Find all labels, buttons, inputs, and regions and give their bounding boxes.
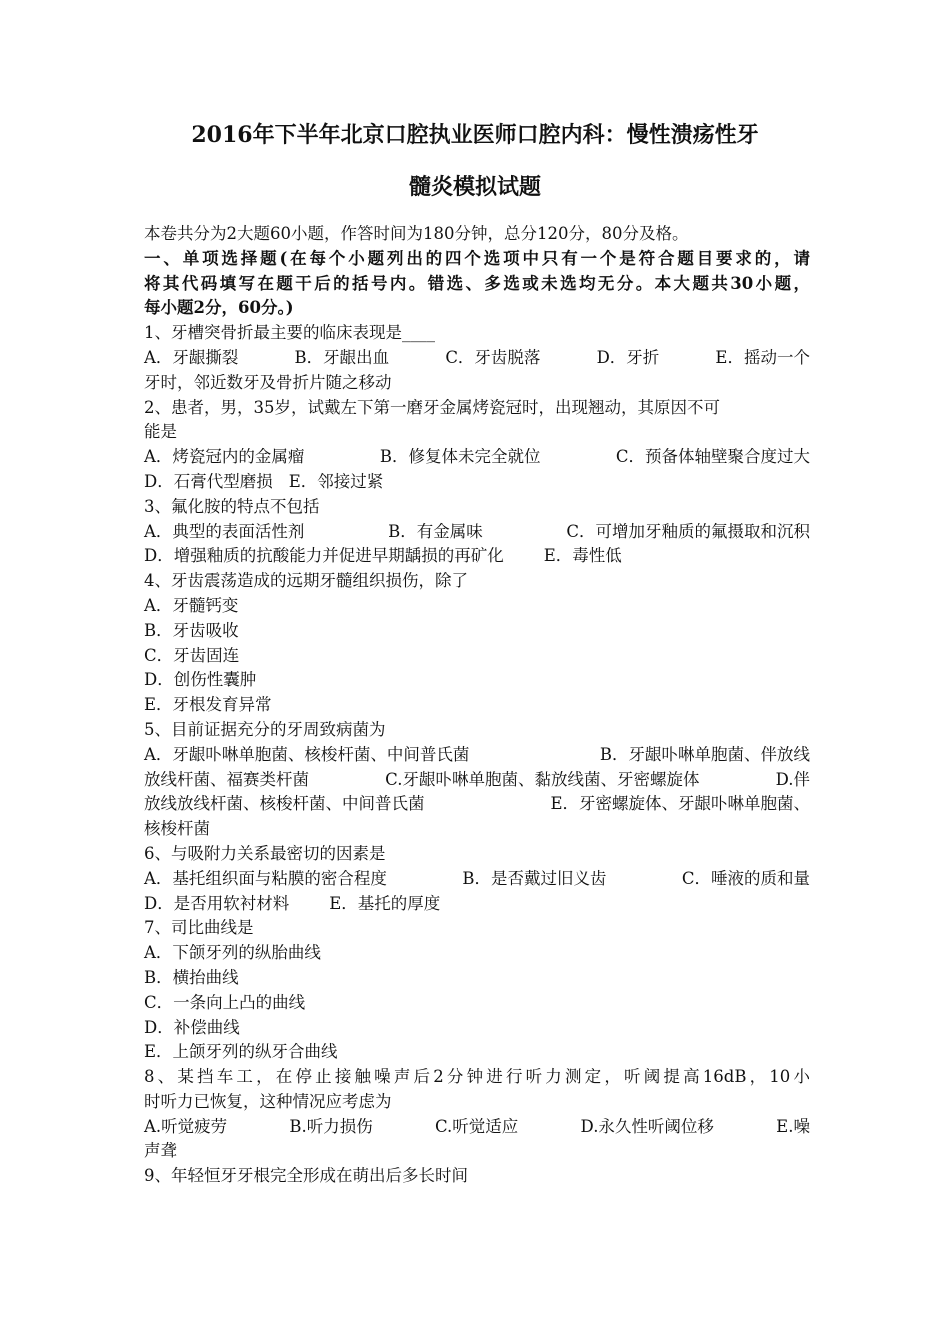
question-stem: 3、氟化胺的特点不包括 xyxy=(144,496,320,516)
option: D.永久性听阈位移 xyxy=(580,1116,714,1136)
option: A．下颌牙列的纵胎曲线 xyxy=(144,943,321,963)
option: B.听力损伤 xyxy=(289,1116,373,1136)
option: 放线放线杆菌、核梭杆菌、中间普氏菌 xyxy=(144,794,425,814)
option: C．牙齿脱落 xyxy=(445,347,541,367)
option: A．基托组织面与粘膜的密合程度 xyxy=(144,868,387,888)
option-row xyxy=(144,892,810,917)
option: D．牙折 xyxy=(596,347,660,367)
option: E．摇动一个 xyxy=(715,347,810,367)
option: B．横抬曲线 xyxy=(144,967,239,987)
question-stem-continuation: 能是 xyxy=(144,422,177,442)
question-stem: 6、与吸附力关系最密切的因素是 xyxy=(144,843,386,863)
option-row xyxy=(144,544,810,569)
option-continuation: 核梭杆菌 xyxy=(144,819,210,839)
option: D．是否用软衬材料 xyxy=(144,893,290,913)
option: E．牙密螺旋体、牙龈卟啉单胞菌、 xyxy=(550,794,810,814)
question-stem: 1、牙槽突骨折最主要的临床表现是____ xyxy=(144,323,435,343)
question-stem: 4、牙齿震荡造成的远期牙髓组织损伤，除了 xyxy=(144,571,468,591)
option-row xyxy=(144,445,810,470)
option: C．一条向上凸的曲线 xyxy=(144,992,306,1012)
option: E．基托的厚度 xyxy=(329,893,441,913)
option: C．可增加牙釉质的氟摄取和沉积 xyxy=(566,521,810,541)
section-heading-line: 一、单项选择题(在每个小题列出的四个选项中只有一个是符合题目要求的，请 xyxy=(144,248,810,268)
option-row xyxy=(144,768,810,793)
option: E．邻接过紧 xyxy=(288,471,384,491)
option-continuation: 牙时，邻近数牙及骨折片随之移动 xyxy=(144,372,392,392)
option: D．增强釉质的抗酸能力并促进早期龋损的再矿化 xyxy=(144,546,504,566)
option: C．预备体轴壁聚合度过大 xyxy=(615,447,810,467)
option: E．牙根发育异常 xyxy=(144,695,272,715)
question-stem: 9、年轻恒牙牙根完全形成在萌出后多长时间 xyxy=(144,1166,468,1186)
option: A．典型的表面活性剂 xyxy=(144,521,305,541)
section-heading-line: 每小题2分，60分。) xyxy=(144,298,294,318)
option: A．牙髓钙变 xyxy=(144,595,239,615)
option: A．牙龈撕裂 xyxy=(144,347,239,367)
option: A.听觉疲劳 xyxy=(144,1116,228,1136)
question-stem: 7、司比曲线是 xyxy=(144,918,254,938)
option-row xyxy=(144,470,810,495)
option: D．补偿曲线 xyxy=(144,1017,240,1037)
option: D.伴 xyxy=(775,769,810,789)
document-title-line-1: 2016年下半年北京口腔执业医师口腔内科：慢性溃疡性牙 xyxy=(191,122,759,148)
option: A．牙龈卟啉单胞菌、核梭杆菌、中间普氏菌 xyxy=(144,744,470,764)
question-stem: 5、目前证据充分的牙周致病菌为 xyxy=(144,719,386,739)
option: C.听觉适应 xyxy=(435,1116,519,1136)
option: B．有金属味 xyxy=(388,521,483,541)
option: 放线杆菌、福赛类杆菌 xyxy=(144,769,309,789)
option: C．牙齿固连 xyxy=(144,645,240,665)
option: B．牙齿吸收 xyxy=(144,620,239,640)
option-row xyxy=(144,867,810,892)
option: D．创伤性囊肿 xyxy=(144,670,257,690)
option-row xyxy=(144,520,810,545)
question-stem: 2、患者，男，35岁，试戴左下第一磨牙金属烤瓷冠时，出现翘动，其原因不可 xyxy=(144,397,720,417)
option-row xyxy=(144,743,810,768)
option: E.噪 xyxy=(776,1116,810,1136)
option: D．石膏代型磨损 xyxy=(144,471,273,491)
question-stem-continuation: 时听力已恢复，这种情况应考虑为 xyxy=(144,1091,392,1111)
exam-intro: 本卷共分为2大题60小题，作答时间为180分钟，总分120分，80分及格。 xyxy=(144,224,689,243)
document-title-line-2: 髓炎模拟试题 xyxy=(408,174,541,200)
option: B．修复体未完全就位 xyxy=(379,447,541,467)
option: C.牙龈卟啉单胞菌、黏放线菌、牙密螺旋体 xyxy=(385,769,700,789)
option: A．烤瓷冠内的金属瘤 xyxy=(144,447,305,467)
option-row xyxy=(144,346,810,371)
option-continuation: 声聋 xyxy=(144,1141,177,1161)
option-row xyxy=(144,792,810,817)
option: B．是否戴过旧义齿 xyxy=(462,868,607,888)
option: B．牙龈卟啉单胞菌、伴放线 xyxy=(599,744,810,764)
section-heading-line: 将其代码填写在题干后的括号内。错选、多选或未选均无分。本大题共30小题， xyxy=(144,273,810,293)
option-row xyxy=(144,1115,810,1140)
option: B．牙龈出血 xyxy=(294,347,390,367)
option: E．毒性低 xyxy=(543,546,622,566)
option: E．上颌牙列的纵牙合曲线 xyxy=(144,1042,338,1062)
question-stem: 8、某挡车工，在停止接触噪声后2分钟进行听力测定，听阈提高16dB，10小 xyxy=(144,1067,810,1087)
option: C．唾液的质和量 xyxy=(681,868,810,888)
document-body xyxy=(144,222,810,1189)
